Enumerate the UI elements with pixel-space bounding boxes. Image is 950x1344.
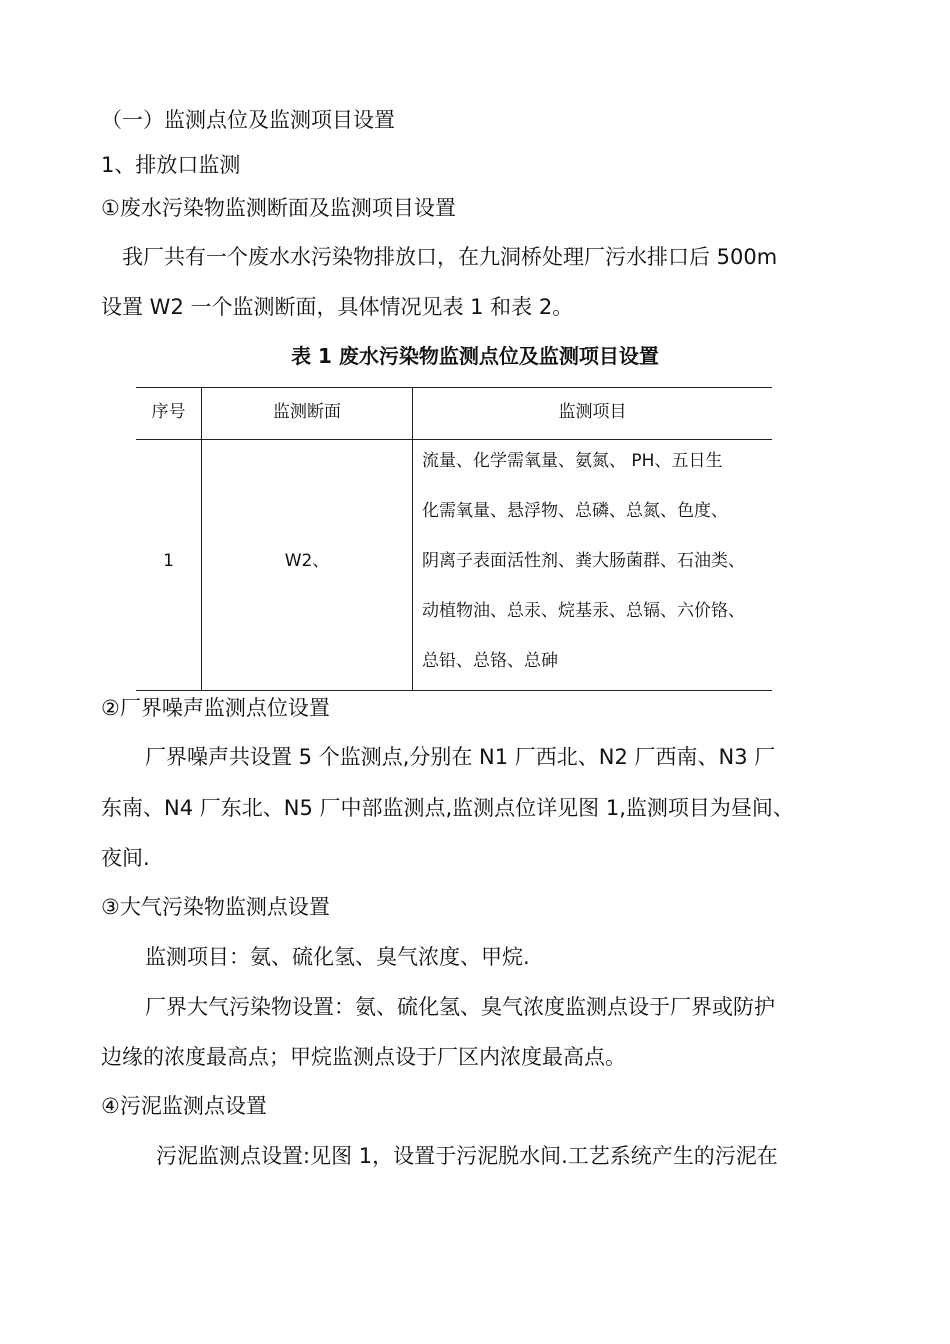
subsection-sludge: ④污泥监测点设置	[101, 1094, 267, 1118]
paragraph-line: 我厂共有一个废水水污染物排放口，在九洞桥处理厂污水排口后 500m	[122, 245, 778, 269]
paragraph-line: 污泥监测点设置:见图 1，设置于污泥脱水间.工艺系统产生的污泥在	[156, 1144, 778, 1168]
paragraph-line: 设置 W2 一个监测断面，具体情况见表 1 和表 2。	[101, 295, 574, 319]
table-item-line: 动植物油、总汞、烷基汞、总镉、六价铬、	[422, 601, 745, 621]
section-1-heading: 1、排放口监测	[101, 153, 241, 177]
table-cell-section: W2、	[284, 551, 330, 571]
table-cell-no: 1	[163, 551, 174, 571]
table-item-line: 总铅、总铬、总砷	[422, 651, 558, 671]
subsection-wastewater: ①废水污染物监测断面及监测项目设置	[101, 196, 456, 220]
table-column-divider	[412, 388, 413, 690]
table-header-cell: 监测项目	[558, 402, 627, 422]
table-item-line: 阴离子表面活性剂、粪大肠菌群、石油类、	[422, 551, 745, 571]
table-item-line: 流量、化学需氧量、氨氮、 PH、五日生	[422, 451, 723, 471]
table-cell-items	[422, 449, 772, 699]
paragraph-line: 监测项目：氨、硫化氢、臭气浓度、甲烷.	[145, 945, 530, 969]
paragraph-line: 夜间.	[101, 846, 150, 870]
subsection-noise: ②厂界噪声监测点位设置	[101, 696, 330, 720]
paragraph-line: 边缘的浓度最高点；甲烷监测点设于厂区内浓度最高点。	[101, 1045, 626, 1069]
section-heading: （一）监测点位及监测项目设置	[101, 108, 395, 132]
table-title: 表 1 废水污染物监测点位及监测项目设置	[291, 344, 659, 368]
paragraph-line: 东南、N4 厂东北、N5 厂中部监测点,监测点位详见图 1,监测项目为昼间、	[101, 796, 794, 820]
table-column-divider	[201, 388, 202, 690]
table-item-line: 化需氧量、悬浮物、总磷、总氮、色度、	[422, 501, 728, 521]
paragraph-line: 厂界噪声共设置 5 个监测点,分别在 N1 厂西北、N2 厂西南、N3 厂	[145, 745, 776, 769]
table-header-cell: 序号	[151, 402, 186, 422]
monitoring-table	[136, 387, 772, 691]
paragraph-line: 厂界大气污染物设置：氨、硫化氢、臭气浓度监测点设于厂界或防护	[145, 995, 775, 1019]
table-header-cell: 监测断面	[273, 402, 341, 422]
subsection-air: ③大气污染物监测点设置	[101, 895, 330, 919]
